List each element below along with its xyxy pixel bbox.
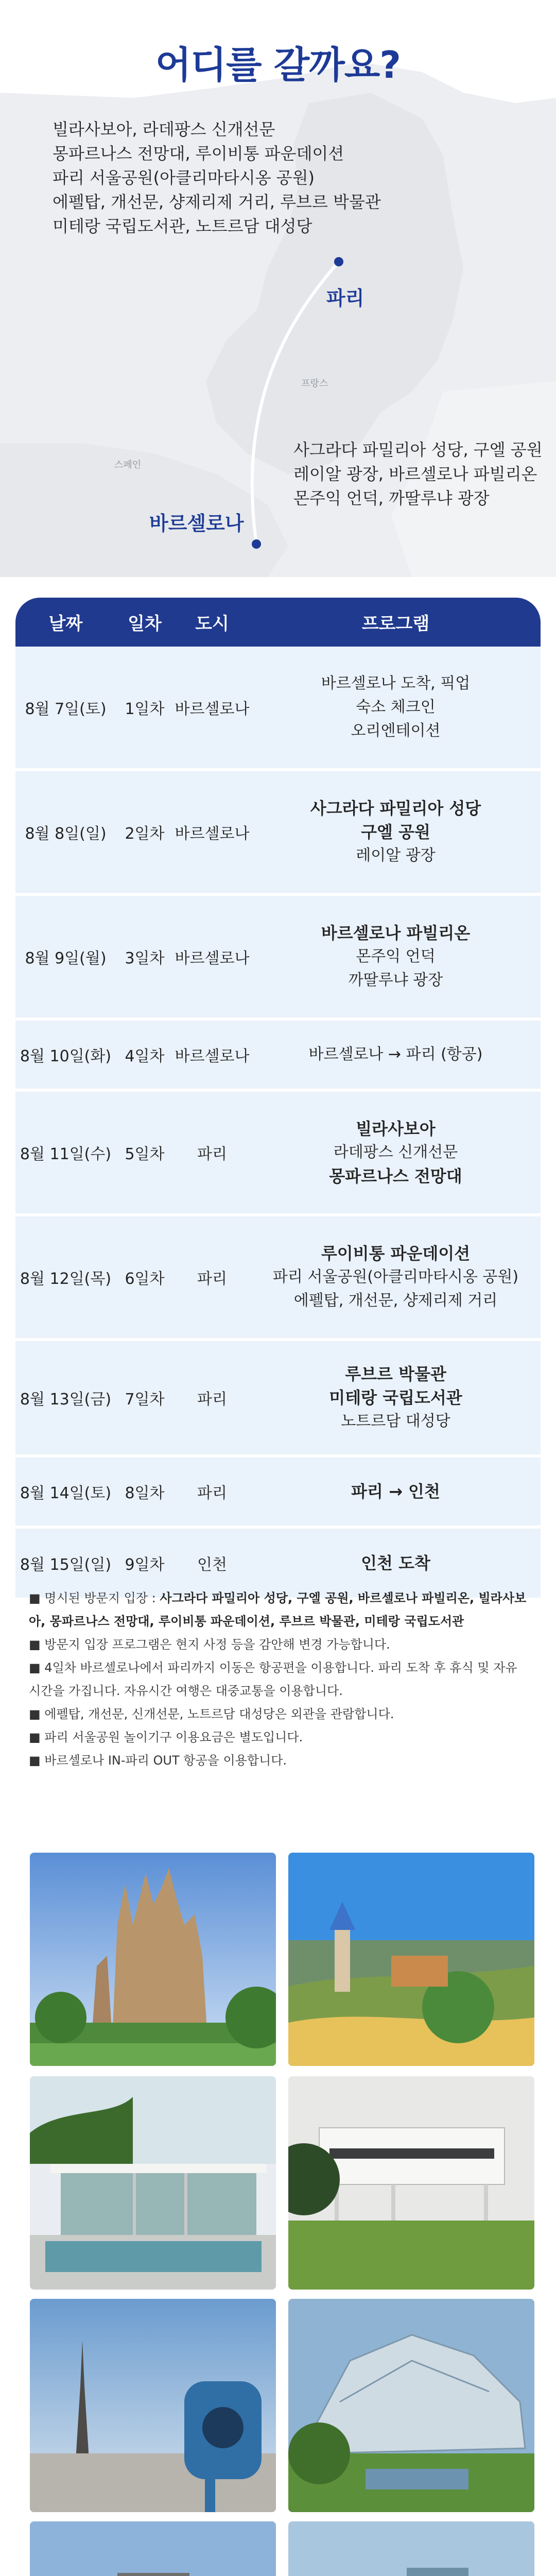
table-row bbox=[15, 1458, 541, 1529]
photo-barcelona-pavilion bbox=[30, 2076, 276, 2290]
note-line: ■ 에펠탑, 개선문, 신개선문, 노트르담 대성당은 외관을 관람합니다. bbox=[29, 1707, 394, 1721]
row-program bbox=[251, 1551, 541, 1575]
program-item: 몬주익 언덕 bbox=[356, 947, 436, 965]
schedule-table bbox=[15, 598, 541, 1598]
photo-louvre bbox=[30, 2521, 276, 2576]
paris-attractions-list bbox=[53, 117, 444, 239]
table-row bbox=[15, 1092, 541, 1216]
row-program bbox=[251, 672, 541, 743]
header-date: 날짜 bbox=[48, 614, 83, 634]
table-row bbox=[15, 771, 541, 896]
table-row bbox=[15, 896, 541, 1021]
note-line: ■ 방문지 입장 프로그램은 현지 사정 등을 감안해 변경 가능합니다. bbox=[29, 1637, 390, 1652]
row-date: 8월 15일(일) bbox=[20, 1556, 112, 1574]
row-date: 8월 10일(화) bbox=[20, 1047, 112, 1065]
note-line: ■ 4일차 바르셀로나에서 파리까지 이동은 항공편을 이용합니다. 파리 도착 후 휴식 및 자유시간을 가집니다. 자유시간 여행은 대중교통을 이용합니다. bbox=[29, 1660, 517, 1698]
program-item: 파리 서울공원(아클리마타시옹 공원) bbox=[272, 1268, 519, 1286]
row-program bbox=[251, 1362, 541, 1433]
header-city: 도시 bbox=[195, 614, 229, 634]
country-label-france: 프랑스 bbox=[301, 378, 328, 389]
row-date: 8월 14일(토) bbox=[20, 1484, 112, 1502]
note-line bbox=[29, 1587, 528, 1633]
program-item: 파리 → 인천 bbox=[351, 1482, 440, 1501]
row-program bbox=[251, 1043, 541, 1066]
program-item: 인천 도착 bbox=[361, 1553, 430, 1573]
row-city: 바르셀로나 bbox=[175, 1047, 250, 1065]
row-program bbox=[251, 1480, 541, 1503]
row-date: 8월 13일(금) bbox=[20, 1391, 112, 1409]
photo-eiffel-tower-view bbox=[30, 2299, 276, 2512]
program-item: 바르셀로나 파빌리온 bbox=[321, 923, 471, 943]
notes bbox=[29, 1587, 528, 1772]
row-day: 5일차 bbox=[125, 1145, 165, 1163]
program-item: 몽파르나스 전망대 bbox=[329, 1166, 462, 1186]
row-date: 8월 8일(일) bbox=[25, 825, 107, 843]
photo-louis-vuitton-foundation bbox=[288, 2299, 534, 2512]
program-item: 루이비통 파운데이션 bbox=[321, 1244, 471, 1263]
row-date: 8월 9일(월) bbox=[25, 950, 107, 968]
program-item: 바르셀로나 도착, 픽업 bbox=[321, 674, 471, 692]
barcelona-attractions-list bbox=[293, 438, 541, 511]
note-line: ■ 바르셀로나 IN-파리 OUT 항공을 이용합니다. bbox=[29, 1753, 287, 1768]
row-city: 바르셀로나 bbox=[175, 700, 250, 718]
row-city: 파리 bbox=[197, 1270, 227, 1288]
row-city: 파리 bbox=[197, 1484, 227, 1502]
row-program bbox=[251, 796, 541, 868]
header-program: 프로그램 bbox=[361, 614, 430, 634]
page-heading: 어디를 갈까요? bbox=[155, 43, 401, 87]
row-day: 1일차 bbox=[125, 700, 165, 718]
photo-park-guell bbox=[288, 1853, 534, 2066]
paris-attraction-line: 에펠탑, 개선문, 샹제리제 거리, 루브르 박물관 bbox=[53, 192, 381, 212]
program-item: 오리엔테이션 bbox=[351, 722, 441, 740]
row-city: 파리 bbox=[197, 1145, 227, 1163]
photo-villa-savoye bbox=[288, 2076, 534, 2290]
program-item: 까딸루냐 광장 bbox=[348, 971, 443, 989]
program-item: 에펠탑, 개선문, 샹제리제 거리 bbox=[293, 1292, 498, 1310]
row-day: 6일차 bbox=[125, 1270, 165, 1288]
row-city: 파리 bbox=[197, 1391, 227, 1409]
row-day: 8일차 bbox=[125, 1484, 165, 1502]
row-program bbox=[251, 1242, 541, 1313]
row-day: 4일차 bbox=[125, 1047, 165, 1065]
barcelona-attraction-line: 레이알 광장, 바르셀로나 파빌리온 bbox=[293, 464, 537, 484]
table-row bbox=[15, 1021, 541, 1092]
row-city: 바르셀로나 bbox=[175, 950, 250, 968]
barcelona-attraction-line: 사그라다 파밀리아 성당, 구엘 공원 bbox=[293, 440, 543, 460]
table-row bbox=[15, 647, 541, 771]
program-item: 구엘 공원 bbox=[361, 822, 430, 842]
note-highlight: 사그라다 파밀리아 성당, 구엘 공원, 바르셀로나 파빌리온, 빌라사보아, 몽파르나스 전망대, 루이비통 파운데이션, 루브르 박물관, 미테랑 국립도서관 bbox=[29, 1591, 527, 1629]
paris-attraction-line: 미테랑 국립도서관, 노트르담 대성당 bbox=[53, 216, 312, 236]
photo-mitterrand-library bbox=[288, 2521, 534, 2576]
note-prefix: ■ 명시된 방문지 입장 : bbox=[29, 1591, 160, 1605]
photo-sagrada-familia bbox=[30, 1853, 276, 2066]
paris-attraction-line: 파리 서울공원(아클리마타시옹 공원) bbox=[53, 168, 315, 188]
table-row bbox=[15, 1216, 541, 1341]
program-item: 바르셀로나 → 파리 (항공) bbox=[308, 1045, 483, 1063]
barcelona-attraction-line: 몬주익 언덕, 까딸루냐 광장 bbox=[293, 488, 490, 508]
row-day: 7일차 bbox=[125, 1391, 165, 1409]
route-map bbox=[0, 0, 556, 577]
program-item: 사그라다 파밀리아 성당 bbox=[310, 799, 481, 818]
barcelona-label: 바르셀로나 bbox=[149, 512, 244, 535]
paris-label: 파리 bbox=[326, 287, 364, 310]
row-day: 9일차 bbox=[125, 1556, 165, 1574]
paris-attraction-line: 빌라사보아, 라데팡스 신개선문 bbox=[53, 120, 275, 139]
program-item: 라데팡스 신개선문 bbox=[333, 1143, 458, 1161]
program-item: 빌라사보아 bbox=[356, 1119, 436, 1139]
country-label-spain: 스페인 bbox=[114, 460, 142, 470]
program-item: 레이알 광장 bbox=[356, 846, 436, 865]
row-date: 8월 12일(목) bbox=[20, 1270, 112, 1288]
table-header bbox=[15, 598, 541, 647]
program-item: 미테랑 국립도서관 bbox=[329, 1388, 462, 1408]
row-day: 3일차 bbox=[125, 950, 165, 968]
row-day: 2일차 bbox=[125, 825, 165, 843]
header-day: 일차 bbox=[128, 614, 162, 634]
row-program bbox=[251, 921, 541, 992]
row-date: 8월 7일(토) bbox=[25, 700, 107, 718]
paris-attraction-line: 몽파르나스 전망대, 루이비통 파운데이션 bbox=[53, 144, 344, 163]
row-date: 8월 11일(수) bbox=[20, 1145, 112, 1163]
note-line: ■ 파리 서울공원 놀이기구 이용요금은 별도입니다. bbox=[29, 1730, 303, 1744]
program-item: 루브르 박물관 bbox=[345, 1364, 446, 1384]
row-city: 바르셀로나 bbox=[175, 825, 250, 843]
row-city: 인천 bbox=[197, 1556, 227, 1574]
table-row bbox=[15, 1341, 541, 1458]
program-item: 숙소 체크인 bbox=[356, 698, 436, 716]
row-program bbox=[251, 1117, 541, 1188]
program-item: 노트르담 대성당 bbox=[341, 1412, 450, 1430]
